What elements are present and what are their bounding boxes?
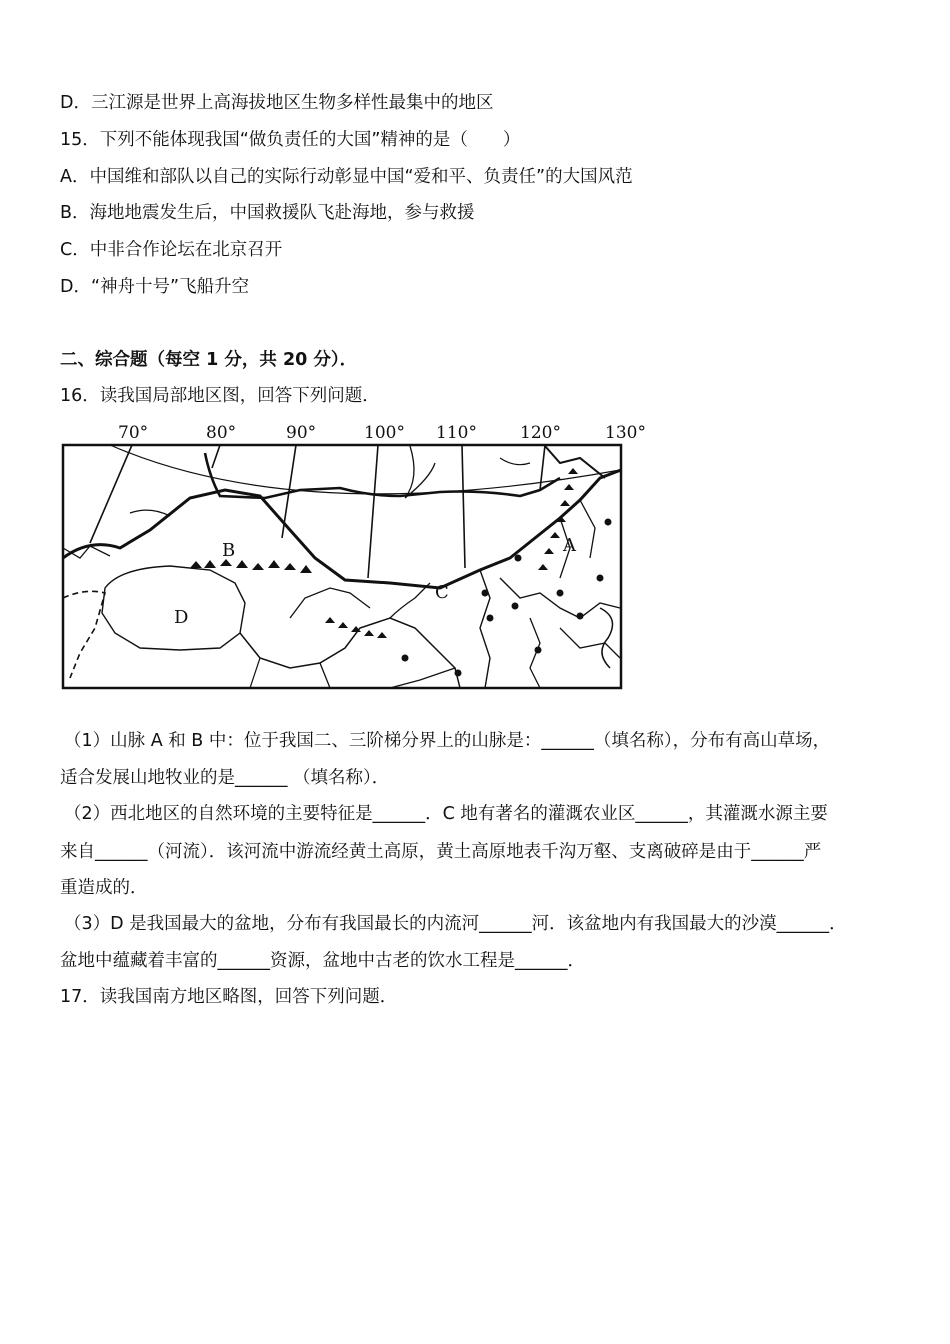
q16-part2-line3: 重造成的． [60, 878, 148, 898]
mountain-symbols-qilian [325, 617, 387, 638]
mountain-symbols-b [190, 559, 312, 573]
city-dots [402, 519, 612, 677]
q16-part1-line2: 适合发展山地牧业的是______ （填名称）． [60, 768, 390, 788]
q15-stem: 15．下列不能体现我国“做负责任的大国”精神的是（ ） [60, 130, 521, 150]
q15-option-b: B．海地地震发生后，中国救援队飞赴海地，参与救援 [60, 203, 475, 223]
section-2-heading: 二、综合题（每空 1 分，共 20 分）． [60, 350, 358, 370]
label-c: C [435, 582, 449, 603]
q16-part2-line1: （2）西北地区的自然环境的主要特征是______．C 地有著名的灌溉农业区______，其灌溉水源主要 [64, 804, 828, 824]
longitude-label: 120° [520, 423, 561, 443]
longitude-label: 80° [206, 423, 237, 443]
longitude-label: 110° [436, 423, 477, 443]
label-d: D [174, 607, 189, 628]
longitude-label: 130° [605, 423, 646, 443]
label-a: A [563, 535, 576, 556]
longitude-label: 70° [118, 423, 149, 443]
longitude-label: 100° [364, 423, 405, 443]
regional-map [60, 418, 650, 694]
q16-part3-line2: 盆地中蕴藏着丰富的______资源，盆地中古老的饮水工程是______． [60, 951, 585, 971]
q15-option-d: D．“神舟十号”飞船升空 [60, 277, 250, 297]
q16-part3-line1: （3）D 是我国最大的盆地，分布有我国最长的内流河______河．该盆地内有我国最大的沙漠______． [64, 914, 847, 934]
q15-option-a: A．中国维和部队以自己的实际行动彰显中国“爱和平、负责任”的大国风范 [60, 167, 633, 187]
q16-part2-line2: 来自______（河流）．该河流中游流经黄土高原，黄土高原地表千沟万壑、支离破碎是由于______严 [60, 842, 822, 862]
label-b: B [222, 540, 236, 561]
q17-stem: 17．读我国南方地区略图，回答下列问题． [60, 987, 398, 1007]
q16-part1-line1: （1）山脉 A 和 B 中：位于我国二、三阶梯分界上的山脉是：______（填名称），分布有高山草场， [64, 731, 831, 751]
q16-stem: 16．读我国局部地区图，回答下列问题． [60, 386, 380, 406]
q15-option-c: C．中非合作论坛在北京召开 [60, 240, 283, 260]
longitude-label: 90° [286, 423, 317, 443]
q14-option-d: D．三江源是世界上高海拔地区生物多样性最集中的地区 [60, 93, 494, 113]
